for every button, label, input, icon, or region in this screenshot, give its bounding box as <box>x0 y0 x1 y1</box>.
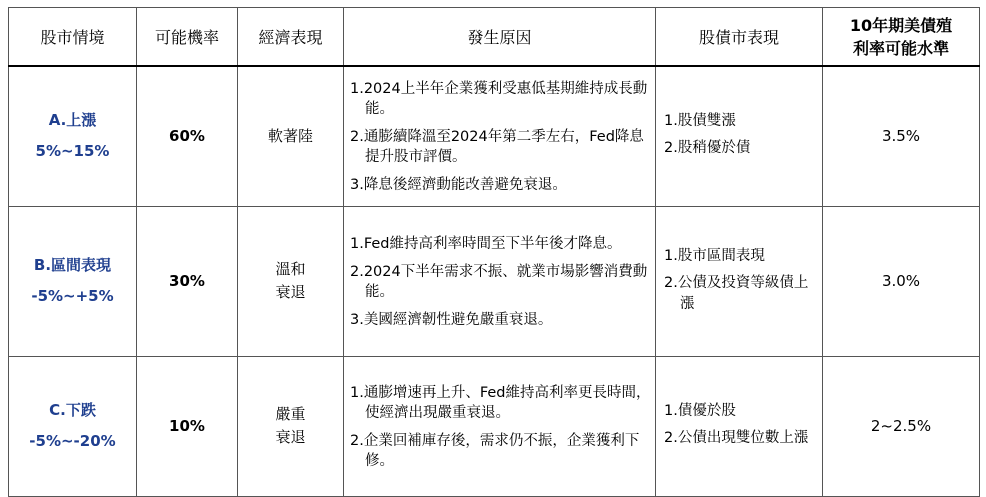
market-scenario-table <box>8 7 980 497</box>
market-list <box>664 401 822 449</box>
market-list <box>664 111 822 159</box>
market-item: 1.股債雙漲 <box>664 113 736 130</box>
market-list <box>664 246 822 315</box>
yield-cell: 3.0% <box>823 206 980 356</box>
causes-cell <box>344 206 656 356</box>
scenario-label: A.上漲 <box>48 111 97 130</box>
causes-list <box>350 234 655 330</box>
cause-item: 2.通膨續降溫至2024年第二季左右，Fed降息提升股市評價。 <box>350 129 644 166</box>
probability-cell: 10% <box>137 356 238 496</box>
economy-cell <box>238 66 344 206</box>
table-row <box>9 206 980 356</box>
cause-item: 2.企業回補庫存後，需求仍不振，企業獲利下修。 <box>350 433 640 469</box>
scenario-range: 5%~15% <box>35 142 110 161</box>
header-yield-line2: 利率可能水準 <box>852 38 949 58</box>
market-cell <box>656 356 823 496</box>
header-scenario: 股市情境 <box>9 8 137 67</box>
market-item: 2.股稍優於債 <box>664 140 751 157</box>
market-cell <box>656 206 823 356</box>
header-probability: 可能機率 <box>137 8 238 67</box>
scenario-range: -5%~+5% <box>31 287 114 305</box>
cause-item: 1.2024上半年企業獲利受惠低基期維持成長動能。 <box>350 81 648 118</box>
header-causes: 發生原因 <box>344 8 656 67</box>
cause-item: 1.Fed維持高利率時間至下半年後才降息。 <box>350 236 622 252</box>
economy-line2: 衰退 <box>275 283 306 301</box>
causes-list <box>350 79 655 195</box>
cause-item: 1.通膨增速再上升、Fed維持高利率更長時間，使經濟出現嚴重衰退。 <box>350 385 651 421</box>
market-item: 1.債優於股 <box>664 403 736 419</box>
header-market: 股債市表現 <box>656 8 823 67</box>
economy-line2: 衰退 <box>275 428 306 446</box>
market-item: 2.公債及投資等級債上漲 <box>664 274 809 312</box>
economy-line1: 溫和 <box>275 260 306 278</box>
market-cell <box>656 66 823 206</box>
scenario-cell <box>9 66 137 206</box>
header-row <box>9 8 980 67</box>
causes-cell <box>344 66 656 206</box>
economy-cell <box>238 356 344 496</box>
causes-list <box>350 383 655 471</box>
table-row <box>9 66 980 206</box>
causes-cell <box>344 356 656 496</box>
market-item: 2.公債出現雙位數上漲 <box>664 430 809 446</box>
cause-item: 3.美國經濟韌性避免嚴重衰退。 <box>350 312 553 328</box>
table-row <box>9 356 980 496</box>
scenario-cell <box>9 356 137 496</box>
scenario-label: C.下跌 <box>49 401 96 419</box>
header-economy: 經濟表現 <box>238 8 344 67</box>
probability-cell: 60% <box>137 66 238 206</box>
header-yield <box>823 8 980 67</box>
economy-cell <box>238 206 344 356</box>
probability-cell: 30% <box>137 206 238 356</box>
market-item: 1.股市區間表現 <box>664 247 765 264</box>
economy-line1: 嚴重 <box>275 405 306 423</box>
cause-item: 2.2024下半年需求不振、就業市場影響消費動能。 <box>350 264 648 300</box>
yield-cell: 3.5% <box>823 66 980 206</box>
header-yield-line1: 10年期美債殖 <box>849 15 953 35</box>
scenario-cell <box>9 206 137 356</box>
economy-line1: 軟著陸 <box>267 126 313 145</box>
scenario-range: -5%~-20% <box>29 432 116 450</box>
yield-cell: 2~2.5% <box>823 356 980 496</box>
scenario-label: B.區間表現 <box>33 256 112 274</box>
cause-item: 3.降息後經濟動能改善避免衰退。 <box>350 177 567 194</box>
